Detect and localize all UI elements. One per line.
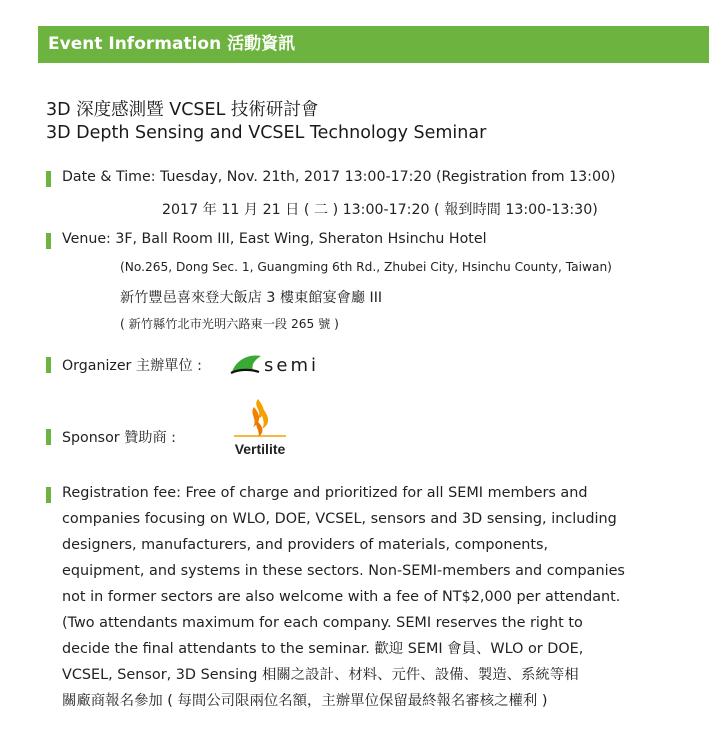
venue-en: Venue: 3F, Ball Room III, East Wing, Sheraton Hsinchu Hotel: [62, 231, 487, 247]
organizer-label: Organizer 主辦單位 :: [62, 358, 202, 374]
sponsor-label: Sponsor 贊助商 :: [62, 430, 176, 446]
registration-line: not in former sectors are also welcome with a fee of NT$2,000 per attendant.: [62, 589, 621, 605]
bullet-bar: [46, 487, 51, 503]
datetime-en: Date & Time: Tuesday, Nov. 21th, 2017 13:00-17:20 (Registration from 13:00): [62, 169, 616, 185]
bullet-bar: [46, 429, 51, 445]
registration-line: (Two attendants maximum for each company. SEMI reserves the right to: [62, 615, 583, 631]
venue-address-en: (No.265, Dong Sec. 1, Guangming 6th Rd., Zhubei City, Hsinchu County, Taiwan): [120, 260, 612, 274]
bullet-bar: [46, 357, 51, 373]
registration-line: designers, manufacturers, and providers of materials, components,: [62, 537, 549, 553]
vertilite-logo-text: Vertilite: [234, 441, 286, 457]
registration-line: 關廠商報名參加 ( 每間公司限兩位名額，主辦單位保留最終報名審核之權利 ): [62, 693, 548, 709]
registration-line: companies focusing on WLO, DOE, VCSEL, sensors and 3D sensing, including: [62, 511, 617, 527]
venue-address-zh: ( 新竹縣竹北市光明六路東一段 265 號 ): [120, 317, 339, 331]
bullet-bar: [46, 171, 51, 187]
registration-fee: [62, 480, 682, 714]
registration-line: equipment, and systems in these sectors. Non-SEMI-members and companies: [62, 563, 625, 579]
datetime-zh: 2017 年 11 月 21 日 ( 二 ) 13:00-17:20 ( 報到時間 13:00-13:30): [162, 202, 598, 218]
registration-line: decide the final attendants to the seminar. 歡迎 SEMI 會員、WLO or DOE,: [62, 641, 584, 657]
section-header-title: Event Information 活動資訊: [48, 34, 296, 54]
semi-logo: [229, 352, 329, 376]
section-header: [38, 26, 709, 63]
vertilite-logo: [224, 397, 296, 459]
semi-logo-text: semi: [264, 355, 319, 376]
event-title-en: 3D Depth Sensing and VCSEL Technology Seminar: [46, 123, 487, 143]
event-title-zh: 3D 深度感測暨 VCSEL 技術研討會: [46, 100, 319, 120]
venue-zh: 新竹豐邑喜來登大飯店 3 樓東館宴會廳 III: [120, 290, 383, 306]
registration-line: VCSEL, Sensor, 3D Sensing 相關之設計、材料、元件、設備、製造、系統等相: [62, 667, 579, 683]
registration-line: Registration fee: Free of charge and prioritized for all SEMI members and: [62, 485, 588, 501]
bullet-bar: [46, 233, 51, 249]
